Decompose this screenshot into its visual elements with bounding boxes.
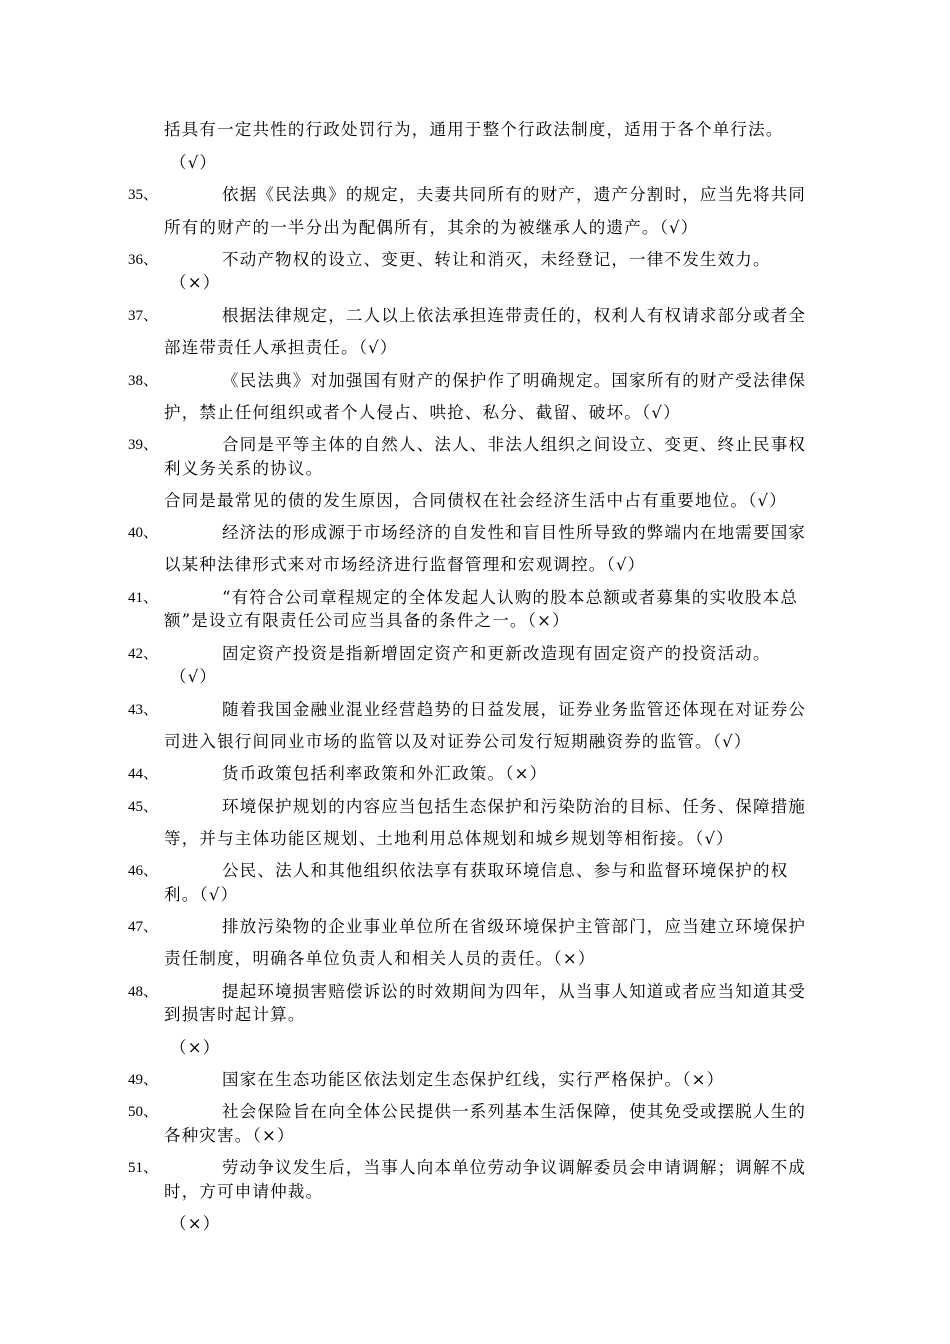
text-line: 合同是平等主体的自然人、法人、非法人组织之间设立、变更、终止民事权 xyxy=(222,435,807,454)
item-number: 42、 xyxy=(128,646,159,662)
text-line: 货币政策包括利率政策和外汇政策。（×） xyxy=(222,764,548,783)
item-number: 41、 xyxy=(128,590,159,606)
answer-mark: （√） xyxy=(170,667,218,686)
text-line: 以某种法律形式来对市场经济进行监督管理和宏观调控。（√） xyxy=(164,555,646,574)
item-number: 36、 xyxy=(128,252,159,268)
text-line: 司进入银行间同业市场的监管以及对证券公司发行短期融资券的监管。（√） xyxy=(164,732,752,751)
text-line: 各种灾害。（×） xyxy=(164,1126,295,1145)
text-line: 不动产物权的设立、变更、转让和消灭，未经登记，一律不发生效力。 xyxy=(222,250,771,269)
item-number: 37、 xyxy=(128,308,159,324)
text-line: 合同是最常见的债的发生原因，合同债权在社会经济生活中占有重要地位。（√） xyxy=(164,491,787,510)
text-line: 所有的财产的一半分出为配偶所有，其余的为被继承人的遗产。（√） xyxy=(164,218,699,237)
item-number: 47、 xyxy=(128,919,159,935)
text-line: 根据法律规定，二人以上依法承担连带责任的，权利人有权请求部分或者全 xyxy=(222,306,807,325)
item-number: 38、 xyxy=(128,373,159,389)
text-line: 经济法的形成源于市场经济的自发性和盲目性所导致的弊端内在地需要国家 xyxy=(222,523,807,542)
text-line: 社会保险旨在向全体公民提供一系列基本生活保障，使其免受或摆脱人生的 xyxy=(222,1102,807,1121)
text-line: 到损害时起计算。 xyxy=(164,1005,306,1024)
text-line: 提起环境损害赔偿诉讼的时效期间为四年，从当事人知道或者应当知道其受 xyxy=(222,982,807,1001)
text-line: 等，并与主体功能区规划、土地利用总体规划和城乡规划等相衔接。（√） xyxy=(164,829,734,848)
item-number: 46、 xyxy=(128,863,159,879)
item-number: 50、 xyxy=(128,1104,159,1120)
answer-mark: （×） xyxy=(170,273,221,292)
text-line: 随着我国金融业混业经营趋势的日益发展，证券业务监管还体现在对证券公 xyxy=(222,700,807,719)
answer-mark: （×） xyxy=(170,1038,221,1057)
text-line: “有符合公司章程规定的全体发起人认购的股本总额或者募集的实收股本总 xyxy=(222,588,799,607)
item-number: 35、 xyxy=(128,187,159,203)
text-line: 护，禁止任何组织或者个人侵占、哄抢、私分、截留、破坏。（√） xyxy=(164,403,681,422)
text-line: 依据《民法典》的规定，夫妻共同所有的财产，遗产分割时，应当先将共同 xyxy=(222,185,807,204)
text-line: 利义务关系的协议。 xyxy=(164,459,324,478)
item-number: 51、 xyxy=(128,1160,159,1176)
answer-mark: （×） xyxy=(170,1214,221,1233)
text-line: 劳动争议发生后，当事人向本单位劳动争议调解委员会申请调解；调解不成 xyxy=(222,1158,807,1177)
text-line: 利。（√） xyxy=(164,885,239,904)
text-line: 固定资产投资是指新增固定资产和更新改造现有固定资产的投资活动。 xyxy=(222,644,771,663)
item-number: 49、 xyxy=(128,1072,159,1088)
text-line: 公民、法人和其他组织依法享有获取环境信息、参与和监督环境保护的权 xyxy=(222,861,789,880)
item-number: 39、 xyxy=(128,437,159,453)
item-number: 40、 xyxy=(128,525,159,541)
text-line: 《民法典》对加强国有财产的保护作了明确规定。国家所有的财产受法律保 xyxy=(222,371,807,390)
text-line: 时，方可申请仲裁。 xyxy=(164,1182,324,1201)
text-line: 责任制度，明确各单位负责人和相关人员的责任。（×） xyxy=(164,949,596,968)
item-number: 44、 xyxy=(128,766,159,782)
item-number: 45、 xyxy=(128,799,159,815)
text-line: 环境保护规划的内容应当包括生态保护和污染防治的目标、任务、保障措施 xyxy=(222,797,807,816)
answer-mark: （√） xyxy=(170,153,218,172)
text-line: 国家在生态功能区依法划定生态保护红线，实行严格保护。（×） xyxy=(222,1070,725,1089)
text-line: 排放污染物的企业事业单位所在省级环境保护主管部门，应当建立环境保护 xyxy=(222,917,807,936)
item-number: 48、 xyxy=(128,984,159,1000)
text-line: 额”是设立有限责任公司应当具备的条件之一。（×） xyxy=(164,611,570,630)
text-line: 部连带责任人承担责任。（√） xyxy=(164,338,398,357)
item-number: 43、 xyxy=(128,702,159,718)
text-line: 括具有一定共性的行政处罚行为，通用于整个行政法制度，适用于各个单行法。 xyxy=(164,120,784,139)
